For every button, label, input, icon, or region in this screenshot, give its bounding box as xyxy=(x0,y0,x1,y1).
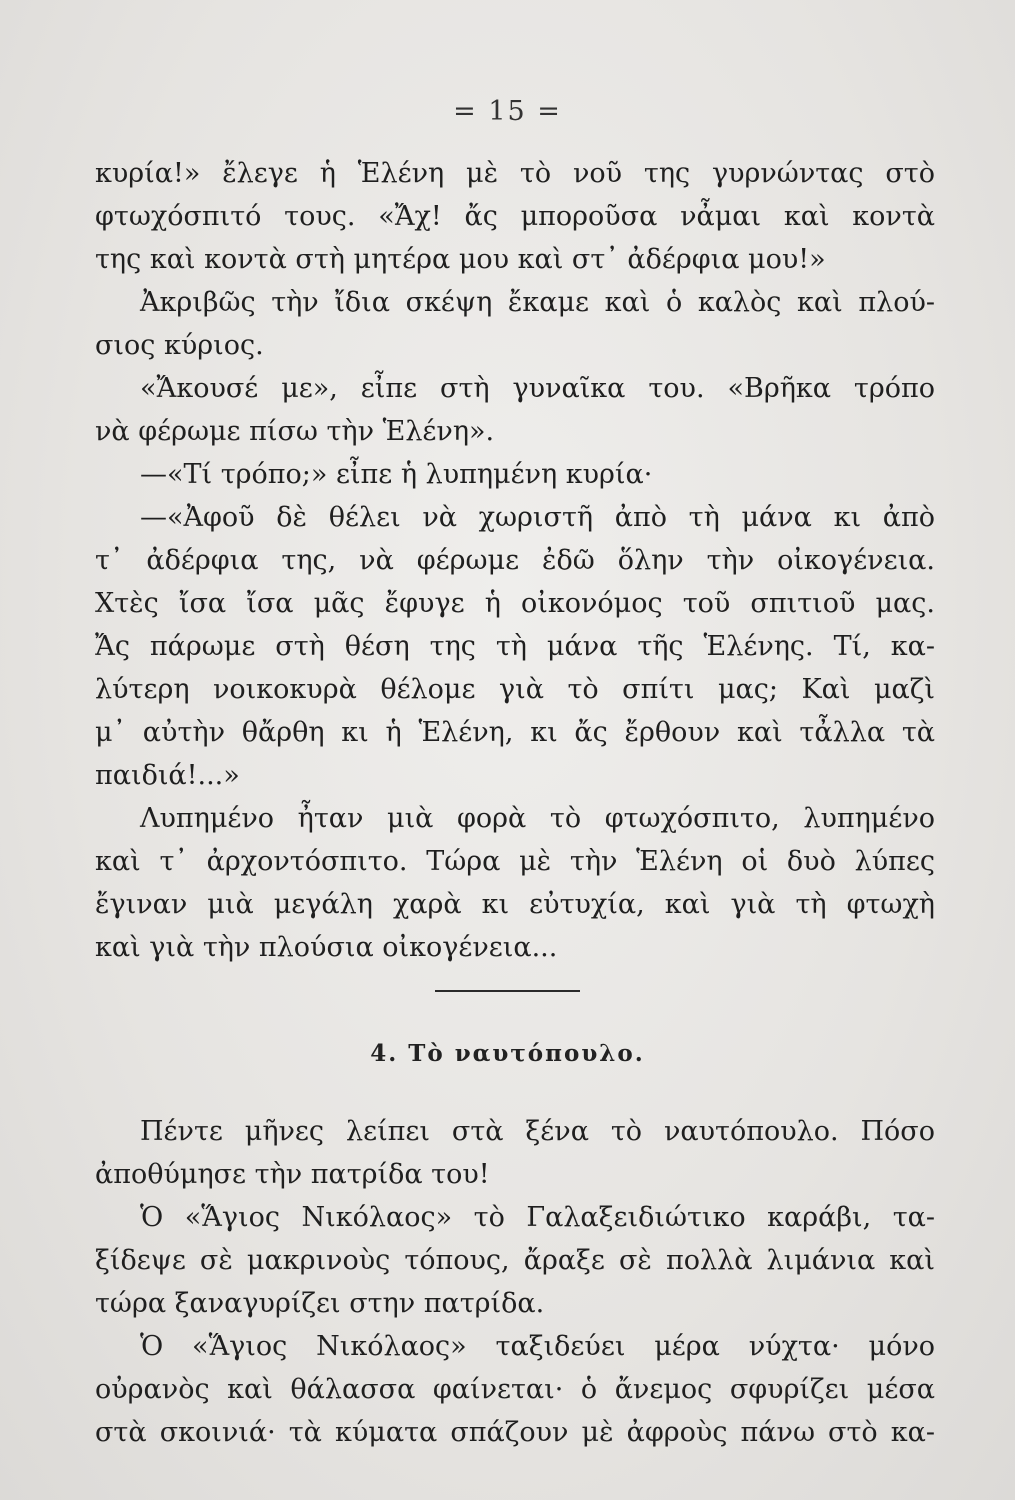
text-line: μ᾽ αὐτὴν θἄρθη κι ἡ Ἑλένη, κι ἄς ἔρθουν καὶ τἆλλα τὰ xyxy=(95,717,935,748)
text-line: λύτερη νοικοκυρὰ θέλομε γιὰ τὸ σπίτι μας; Καὶ μαζὶ xyxy=(95,674,935,705)
text-block-helen xyxy=(95,152,935,969)
text-line: της καὶ κοντὰ στὴ μητέρα μου καὶ στ᾽ ἀδέρφια μου!» xyxy=(95,244,826,275)
text-line: —«Τί τρόπο;» εἶπε ἡ λυπημένη κυρία· xyxy=(140,459,653,490)
text-line: καὶ γιὰ τὴν πλούσια οἰκογένεια... xyxy=(95,932,558,963)
text-line: κυρία!» ἔλεγε ἡ Ἑλένη μὲ τὸ νοῦ της γυρνώντας στὸ xyxy=(95,158,935,189)
text-line: τ᾽ ἀδέρφια της, νὰ φέρωμε ἐδῶ ὅλην τὴν οἰκογένεια. xyxy=(95,545,935,576)
text-line: Ὁ «Ἅγιος Νικόλαος» ταξιδεύει μέρα νύχτα· μόνο xyxy=(140,1331,935,1362)
text-line: σιος κύριος. xyxy=(95,330,264,361)
text-line: ἔγιναν μιὰ μεγάλη χαρὰ κι εὐτυχία, καὶ γιὰ τὴ φτωχὴ xyxy=(95,889,935,920)
text-line: Ἀκριβῶς τὴν ἴδια σκέψη ἔκαμε καὶ ὁ καλὸς καὶ πλού- xyxy=(140,287,935,318)
text-line: ἀποθύμησε τὴν πατρίδα του! xyxy=(95,1159,490,1190)
text-line: Ὁ «Ἅγιος Νικόλαος» τὸ Γαλαξειδιώτικο καράβι, τα- xyxy=(140,1202,935,1233)
text-line: ξίδεψε σὲ μακρινοὺς τόπους, ἄραξε σὲ πολλὰ λιμάνια καὶ xyxy=(95,1245,935,1276)
text-line: Ἄς πάρωμε στὴ θέση της τὴ μάνα τῆς Ἑλένης. Τί, κα- xyxy=(95,631,935,662)
text-line: «Ἄκουσέ με», εἶπε στὴ γυναῖκα του. «Βρῆκα τρόπο xyxy=(140,373,935,404)
section-heading: 4. Τὸ ναυτόπουλο. xyxy=(370,1040,645,1067)
text-line: νὰ φέρωμε πίσω τὴν Ἑλένη». xyxy=(95,416,495,447)
text-line: φτωχόσπιτό τους. «Ἄχ! ἄς μποροῦσα νἆμαι καὶ κοντὰ xyxy=(95,201,935,232)
text-line: Χτὲς ἴσα ἴσα μᾶς ἔφυγε ἡ οἰκονόμος τοῦ σπιτιοῦ μας. xyxy=(95,588,935,619)
text-line: —«Ἀφοῦ δὲ θέλει νὰ χωριστῆ ἀπὸ τὴ μάνα κι ἀπὸ xyxy=(140,502,935,533)
text-line: στὰ σκοινιά· τὰ κύματα σπάζουν μὲ ἀφροὺς πάνω στὸ κα- xyxy=(95,1417,935,1448)
text-line: παιδιά!...» xyxy=(95,760,240,791)
text-line: Πέντε μῆνες λείπει στὰ ξένα τὸ ναυτόπουλο. Πόσο xyxy=(140,1116,935,1147)
text-line: οὐρανὸς καὶ θάλασσα φαίνεται· ὁ ἄνεμος σφυρίζει μέσα xyxy=(95,1374,935,1405)
text-line: Λυπημένο ἦταν μιὰ φορὰ τὸ φτωχόσπιτο, λυπημένο xyxy=(140,803,935,834)
text-line: καὶ τ᾽ ἀρχοντόσπιτο. Τώρα μὲ τὴν Ἑλένη οἱ δυὸ λύπες xyxy=(95,846,935,877)
section-divider xyxy=(435,990,580,992)
text-block-cabin-boy xyxy=(95,1110,935,1454)
page-number: = 15 = xyxy=(453,96,562,127)
text-line: τώρα ξαναγυρίζει στην πατρίδα. xyxy=(95,1288,545,1319)
